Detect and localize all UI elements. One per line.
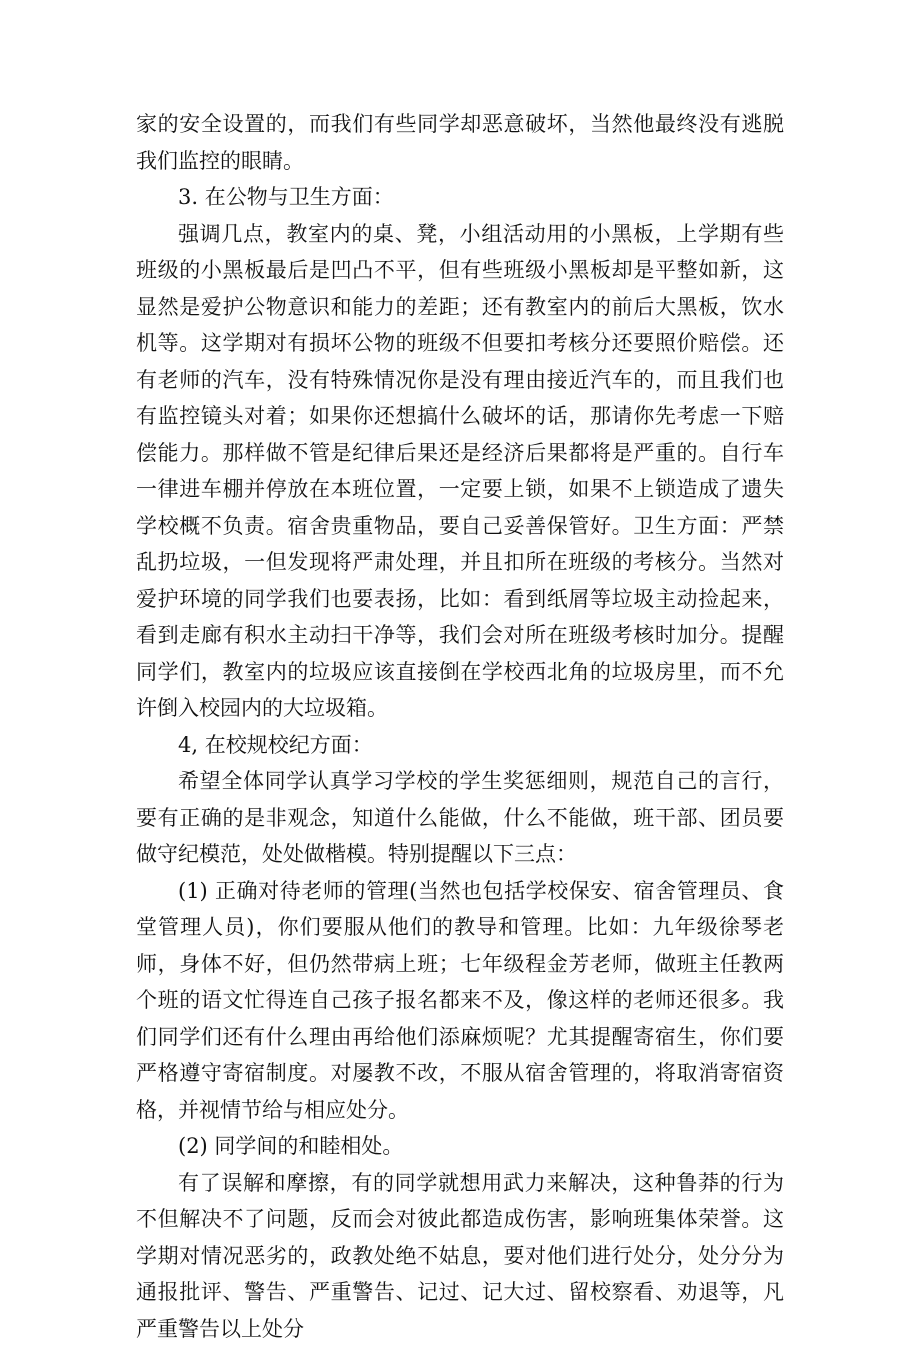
paragraph-continuation: 家的安全设置的，而我们有些同学却恶意破坏，当然他最终没有逃脱我们监控的眼睛。 xyxy=(136,106,784,179)
paragraph-point-2: 有了误解和摩擦，有的同学就想用武力来解决，这种鲁莽的行为不但解决不了问题，反而会对彼此都造成伤害，影响班集体荣誉。这学期对情况恶劣的，政教处绝不姑息，要对他们进行处分，处分分为通报批评、警告、严重警告、记过、记大过、留校察看、劝退等，凡严重警告以上处分 xyxy=(136,1165,784,1347)
paragraph-point-1: (1) 正确对待老师的管理(当然也包括学校保安、宿舍管理员、食堂管理人员)，你们要服从他们的教导和管理。比如：九年级徐琴老师，身体不好，但仍然带病上班；七年级程金芳老师，做班主任教两个班的语文忙得连自己孩子报名都来不及，像这样的老师还很多。我们同学们还有什么理由再给他们添麻烦呢？尤其提醒寄宿生，你们要严格遵守寄宿制度。对屡教不改，不服从宿舍管理的，将取消寄宿资格，并视情节给与相应处分。 xyxy=(136,873,784,1129)
section-heading-school-rules: 4, 在校规校纪方面： xyxy=(136,727,784,764)
document-page xyxy=(136,106,784,1347)
paragraph-public-property: 强调几点，教室内的桌、凳，小组活动用的小黑板，上学期有些班级的小黑板最后是凹凸不平，但有些班级小黑板却是平整如新，这显然是爱护公物意识和能力的差距；还有教室内的前后大黑板，饮水机等。这学期对有损坏公物的班级不但要扣考核分还要照价赔偿。还有老师的汽车，没有特殊情况你是没有理由接近汽车的，而且我们也有监控镜头对着；如果你还想搞什么破坏的话，那请你先考虑一下赔偿能力。那样做不管是纪律后果还是经济后果都将是严重的。自行车一律进车棚并停放在本班位置，一定要上锁，如果不上锁造成了遗失学校概不负责。宿舍贵重物品，要自己妥善保管好。卫生方面：严禁乱扔垃圾，一但发现将严肃处理，并且扣所在班级的考核分。当然对爱护环境的同学我们也要表扬，比如：看到纸屑等垃圾主动捡起来，看到走廊有积水主动扫干净等，我们会对所在班级考核时加分。提醒同学们，教室内的垃圾应该直接倒在学校西北角的垃圾房里，而不允许倒入校园内的大垃圾箱。 xyxy=(136,216,784,727)
paragraph-school-rules: 希望全体同学认真学习学校的学生奖惩细则，规范自己的言行，要有正确的是非观念，知道什么能做，什么不能做，班干部、团员要做守纪模范，处处做楷模。特别提醒以下三点： xyxy=(136,763,784,873)
paragraph-point-2-heading: (2) 同学间的和睦相处。 xyxy=(136,1128,784,1165)
section-heading-public-property: 3. 在公物与卫生方面： xyxy=(136,179,784,216)
